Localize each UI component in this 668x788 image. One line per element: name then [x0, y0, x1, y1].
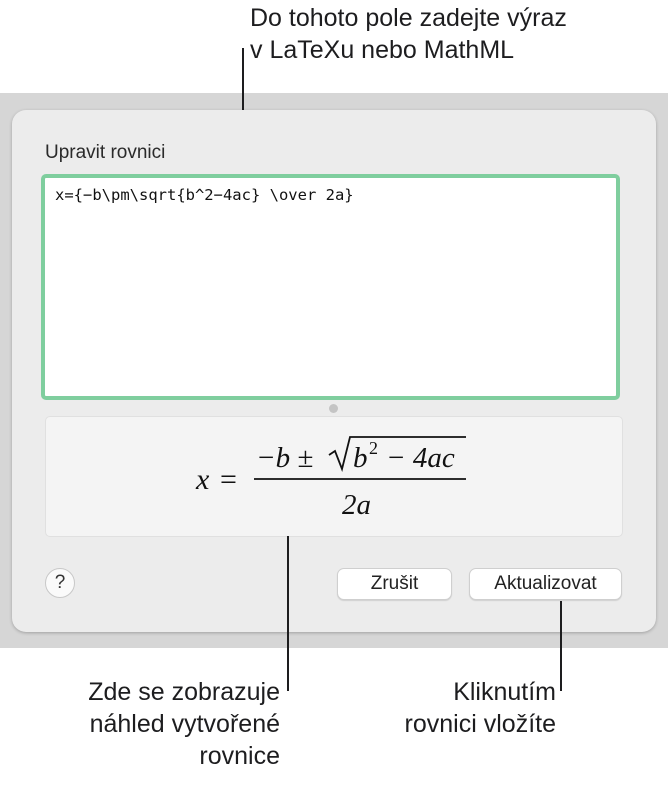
callout-preview-line1: Zde se zobrazuje — [88, 678, 280, 706]
resize-handle[interactable] — [329, 404, 338, 413]
callout-preview-leader — [287, 536, 289, 691]
equation-equals: = — [220, 463, 237, 496]
equation-numerator-minus-b: −b ± — [256, 442, 314, 474]
help-button[interactable] — [45, 568, 75, 598]
callout-editor-line1: Do tohoto pole zadejte výraz — [250, 4, 567, 32]
equation-denominator: 2a — [342, 489, 371, 521]
callout-update-leader — [560, 601, 562, 691]
callout-update-line1: Kliknutím — [453, 678, 556, 706]
dialog-title: Upravit rovnici — [45, 142, 166, 163]
equation-editor-input[interactable] — [41, 174, 620, 400]
update-button[interactable]: Aktualizovat — [469, 568, 622, 600]
cancel-button[interactable]: Zrušit — [337, 568, 452, 600]
callout-update-line2: rovnici vložíte — [404, 710, 556, 738]
equation-radicand-exponent: 2 — [369, 438, 378, 458]
callout-preview — [40, 676, 280, 772]
question-mark-icon: ? — [54, 572, 66, 593]
callout-preview-line3: rovnice — [199, 742, 280, 770]
callout-update — [360, 676, 556, 740]
equation-radicand-rest: − 4ac — [386, 442, 455, 474]
equation-preview — [45, 416, 623, 537]
equation-preview-render — [46, 417, 622, 536]
callout-editor-line2: v LaTeXu nebo MathML — [250, 36, 515, 64]
equation-lhs: x — [196, 463, 210, 496]
equation-radicand-base: b — [353, 442, 368, 474]
callout-editor — [250, 2, 567, 66]
callout-preview-line2: náhled vytvořené — [89, 710, 280, 738]
equation-dialog — [12, 110, 656, 632]
